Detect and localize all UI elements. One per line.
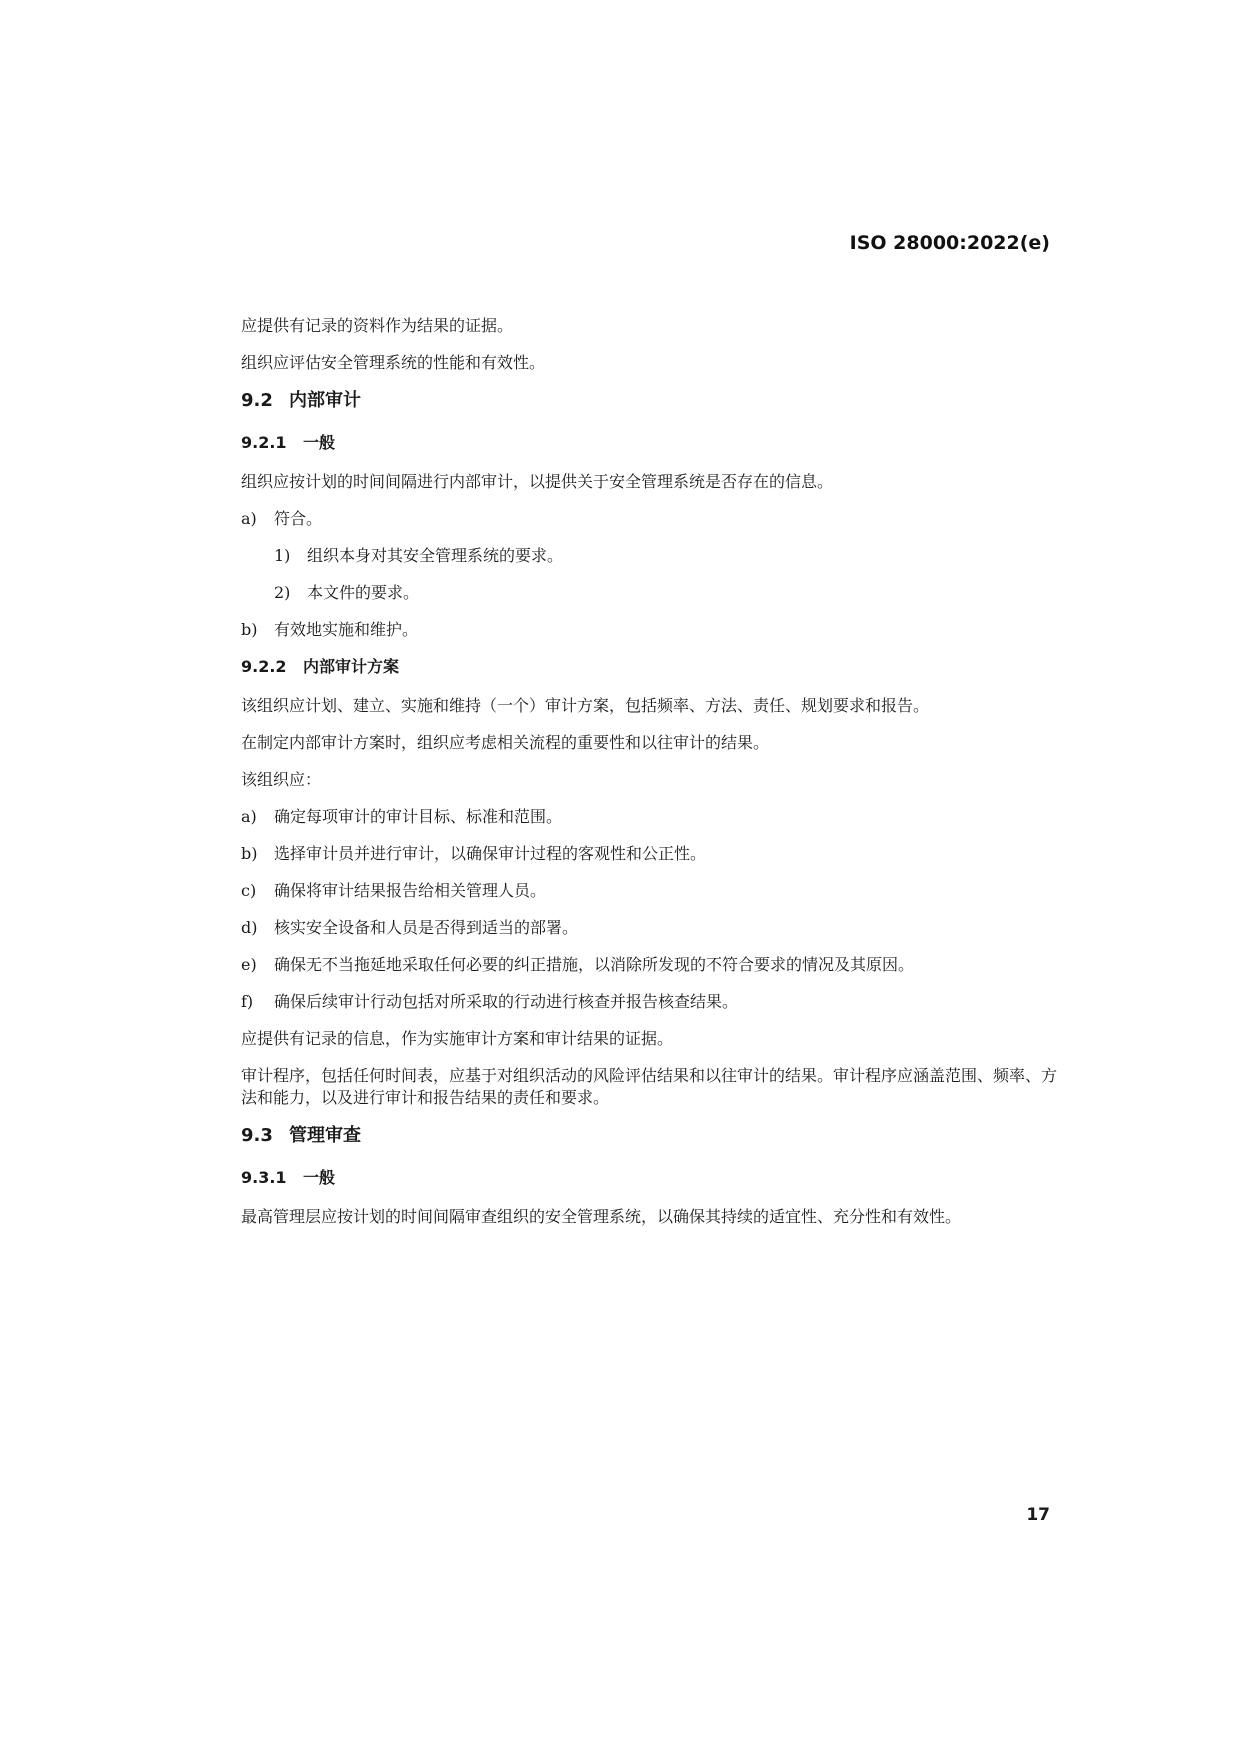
paragraph: 组织应评估安全管理系统的性能和有效性。: [241, 353, 546, 372]
paragraph: 最高管理层应按计划的时间间隔审查组织的安全管理系统，以确保其持续的适宜性、充分性和有效性。: [241, 1207, 962, 1226]
paragraph: 该组织应计划、建立、实施和维持（一个）审计方案，包括频率、方法、责任、规划要求和报告。: [241, 696, 930, 715]
list-item: [241, 843, 1071, 865]
list-item: [241, 619, 1071, 641]
paragraph: 应提供有记录的信息，作为实施审计方案和审计结果的证据。: [241, 1029, 674, 1048]
list-text: 组织本身对其安全管理系统的要求。: [307, 546, 564, 565]
subsection-title: 一般: [303, 1168, 336, 1187]
subsection-number: 9.2.1: [241, 433, 287, 452]
list-marker: 2): [274, 583, 291, 602]
list-marker: 1): [274, 546, 291, 565]
paragraph: 该组织应：: [241, 770, 322, 789]
list-item: [241, 917, 1071, 939]
subsection-heading-9-3-1: [241, 1167, 1071, 1189]
list-text: 选择审计员并进行审计，以确保审计过程的客观性和公正性。: [274, 844, 707, 863]
list-marker: a): [241, 509, 257, 528]
subsection-number: 9.2.2: [241, 657, 287, 676]
paragraph: 审计程序，包括任何时间表，应基于对组织活动的风险评估结果和以往审计的结果。审计程序应涵盖范围、频率、方法和能力，以及进行审计和报告结果的责任和要求。: [241, 1066, 1058, 1107]
sub-list-item: [274, 545, 1071, 567]
list-marker: a): [241, 807, 257, 826]
list-text: 确定每项审计的审计目标、标准和范围。: [274, 807, 563, 826]
list-marker: f): [241, 992, 254, 1011]
list-item: [241, 508, 1071, 530]
list-marker: b): [241, 844, 258, 863]
section-number: 9.3: [241, 1125, 273, 1146]
list-text: 确保后续审计行动包括对所采取的行动进行核查并报告核查结果。: [274, 992, 739, 1011]
section-heading-9-3: [241, 1124, 1071, 1148]
sub-list-item: [274, 582, 1071, 604]
list-item: [241, 954, 1071, 976]
subsection-title: 内部审计方案: [303, 657, 400, 676]
subsection-heading-9-2-1: [241, 432, 1071, 454]
paragraph: 在制定内部审计方案时，组织应考虑相关流程的重要性和以往审计的结果。: [241, 733, 770, 752]
list-item: [241, 880, 1071, 902]
list-text: 确保无不当拖延地采取任何必要的纠正措施，以消除所发现的不符合要求的情况及其原因。: [274, 955, 915, 974]
subsection-heading-9-2-2: [241, 656, 1071, 678]
paragraph: 应提供有记录的资料作为结果的证据。: [241, 316, 514, 335]
subsection-title: 一般: [303, 433, 336, 452]
list-text: 本文件的要求。: [307, 583, 420, 602]
list-marker: b): [241, 620, 258, 639]
section-number: 9.2: [241, 390, 273, 411]
list-marker: d): [241, 918, 258, 937]
section-title: 内部审计: [289, 390, 361, 411]
document-id: ISO 28000:2022(e): [849, 232, 1050, 254]
list-marker: c): [241, 881, 257, 900]
section-title: 管理审查: [289, 1125, 361, 1146]
list-item: [241, 991, 1071, 1013]
list-text: 有效地实施和维护。: [274, 620, 419, 639]
list-item: [241, 806, 1071, 828]
page-number: 17: [1026, 1505, 1050, 1525]
list-text: 符合。: [274, 509, 323, 528]
paragraph: 组织应按计划的时间间隔进行内部审计，以提供关于安全管理系统是否存在的信息。: [241, 472, 834, 491]
page-content: [241, 315, 1071, 1243]
subsection-number: 9.3.1: [241, 1168, 287, 1187]
list-text: 确保将审计结果报告给相关管理人员。: [274, 881, 547, 900]
section-heading-9-2: [241, 389, 1071, 413]
list-text: 核实安全设备和人员是否得到适当的部署。: [274, 918, 579, 937]
list-marker: e): [241, 955, 257, 974]
